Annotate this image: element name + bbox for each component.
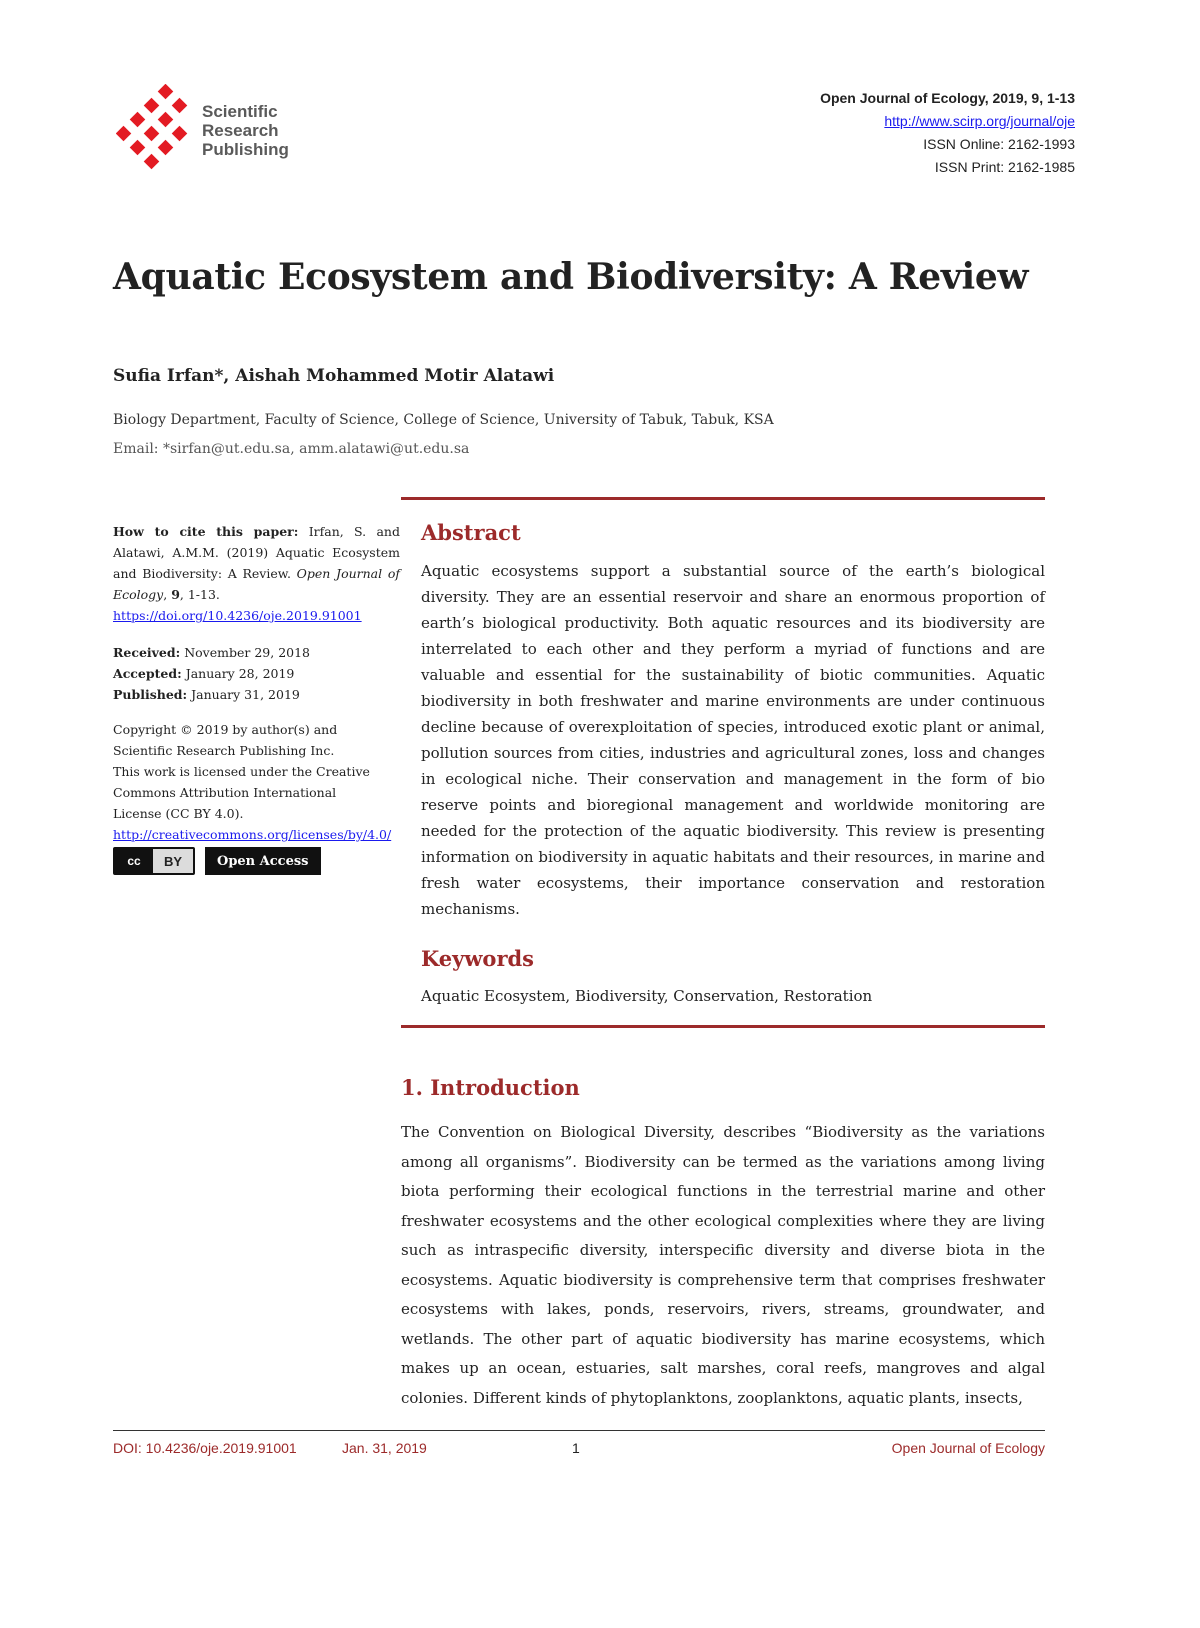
paper-title: Aquatic Ecosystem and Biodiversity: A Review xyxy=(113,256,1029,298)
publisher-name xyxy=(202,102,289,159)
received-label: Received: xyxy=(113,645,181,660)
accepted-label: Accepted: xyxy=(113,666,182,681)
accepted-date: January 28, 2019 xyxy=(185,666,295,681)
journal-url-link[interactable]: http://www.scirp.org/journal/oje xyxy=(884,113,1075,129)
license-badges xyxy=(113,847,400,875)
cite-journal: Open Journal of Ecology xyxy=(113,566,400,602)
copyright-line: Copyright © 2019 by author(s) and xyxy=(113,722,338,737)
abstract-heading: Abstract xyxy=(421,520,521,545)
received-date: November 29, 2018 xyxy=(184,645,311,660)
copyright-line: License (CC BY 4.0). xyxy=(113,806,244,821)
issn-print: ISSN Print: 2162-1985 xyxy=(934,159,1075,175)
abstract-text: Aquatic ecosystems support a substantial source of the earth’s biological diversity. They are an essential reservoir and share an enormous proportion of earth’s biological productivity. Both aquatic resources and its biodiversity are interrelated to each other and they perform a myriad of functions and are valuable and essential for the sustainability of biotic communities. Aquatic biodiversity in both freshwater and marine environments are under continuous decline because of overexploitation of species, introduced exotic plant or animal, pollution sources from cities, industries and agricultural zones, loss and changes in ecological niche. Their conservation and management in the form of bio reserve points and bioregional management and worldwide monitoring are needed for the protection of the aquatic biodiversity. This review is presenting information on biodiversity in aquatic habitats and their resources, in marine and fresh water ecosystems, their importance conservation and restoration mechanisms. xyxy=(421,562,1045,918)
keywords-heading: Keywords xyxy=(421,946,535,971)
footer-journal: Open Journal of Ecology xyxy=(891,1440,1045,1456)
issn-online: ISSN Online: 2162-1993 xyxy=(923,136,1075,152)
footer-date: Jan. 31, 2019 xyxy=(342,1440,427,1456)
abstract-top-rule xyxy=(401,497,1045,500)
copyright-line: Commons Attribution International xyxy=(113,785,337,800)
article-info-sidebar xyxy=(113,521,400,875)
paper-authors: Sufia Irfan*, Aishah Mohammed Motir Alatawi xyxy=(113,366,555,386)
footer-doi: DOI: 10.4236/oje.2019.91001 xyxy=(113,1440,297,1456)
author-email: Email: *sirfan@ut.edu.sa, amm.alatawi@ut.edu.sa xyxy=(113,441,470,457)
cite-pages: , 1-13. xyxy=(179,587,220,602)
publisher-line-1: Scientific xyxy=(202,102,278,121)
keywords-text: Aquatic Ecosystem, Biodiversity, Conservation, Restoration xyxy=(421,987,873,1005)
abstract-bottom-rule xyxy=(401,1025,1045,1028)
cite-volume: 9 xyxy=(171,587,180,602)
cite-label: How to cite this paper: xyxy=(113,524,299,539)
copyright-notice xyxy=(113,719,400,845)
cite-text: Irfan, S. and Alatawi, A.M.M. (2019) Aquatic Ecosystem and Biodiversity: A Review. xyxy=(113,524,400,581)
doi-link[interactable]: https://doi.org/10.4236/oje.2019.91001 xyxy=(113,608,362,623)
published-label: Published: xyxy=(113,687,188,702)
cc-by-badge[interactable] xyxy=(113,847,195,875)
publisher-line-3: Publishing xyxy=(202,140,289,159)
author-affiliation: Biology Department, Faculty of Science, College of Science, University of Tabuk, Tabuk, KSA xyxy=(113,412,774,428)
introduction-heading: 1. Introduction xyxy=(401,1075,580,1100)
publisher-logo xyxy=(116,84,316,174)
open-access-badge: Open Access xyxy=(205,847,321,875)
copyright-line: Scientific Research Publishing Inc. xyxy=(113,743,335,758)
publisher-line-2: Research xyxy=(202,121,279,140)
copyright-line: This work is licensed under the Creative xyxy=(113,764,370,779)
license-link[interactable]: http://creativecommons.org/licenses/by/4.0/ xyxy=(113,827,392,842)
cc-icon: cc xyxy=(115,849,153,873)
scirp-diamond-logo-icon xyxy=(116,84,196,170)
introduction-text: The Convention on Biological Diversity, describes “Biodiversity as the variations among all organisms”. Biodiversity can be termed as the variations among living biota performing their ecological functions in the terrestrial marine and other freshwater ecosystems and the other ecological complexities where they are living such as intraspecific diversity, interspecific diversity and diverse biota in the ecosystems. Aquatic biodiversity is comprehensive term that comprises freshwater ecosystems with lakes, ponds, reservoirs, rivers, streams, groundwater, and wetlands. The other part of aquatic biodiversity has marine ecosystems, which makes up an ocean, estuaries, salt marshes, coral reefs, mangroves and algal colonies. Different kinds of phytoplanktons, zooplanktons, aquatic plants, insects, xyxy=(401,1123,1045,1407)
published-date: January 31, 2019 xyxy=(191,687,300,702)
page-number: 1 xyxy=(572,1440,580,1456)
footer-rule xyxy=(113,1430,1045,1431)
article-dates xyxy=(113,642,400,705)
by-icon: BY xyxy=(163,853,183,869)
journal-header xyxy=(820,87,1075,179)
how-to-cite: How to cite this paper: Irfan, S. and Alatawi, A.M.M. (2019) Aquatic Ecosystem and Biodiversity: A Review. Open Journal of Ecology, 9, 1-13. https://doi.org/10.4236/oje.2019.91001 xyxy=(113,524,400,623)
journal-citation: Open Journal of Ecology, 2019, 9, 1-13 xyxy=(820,90,1075,106)
